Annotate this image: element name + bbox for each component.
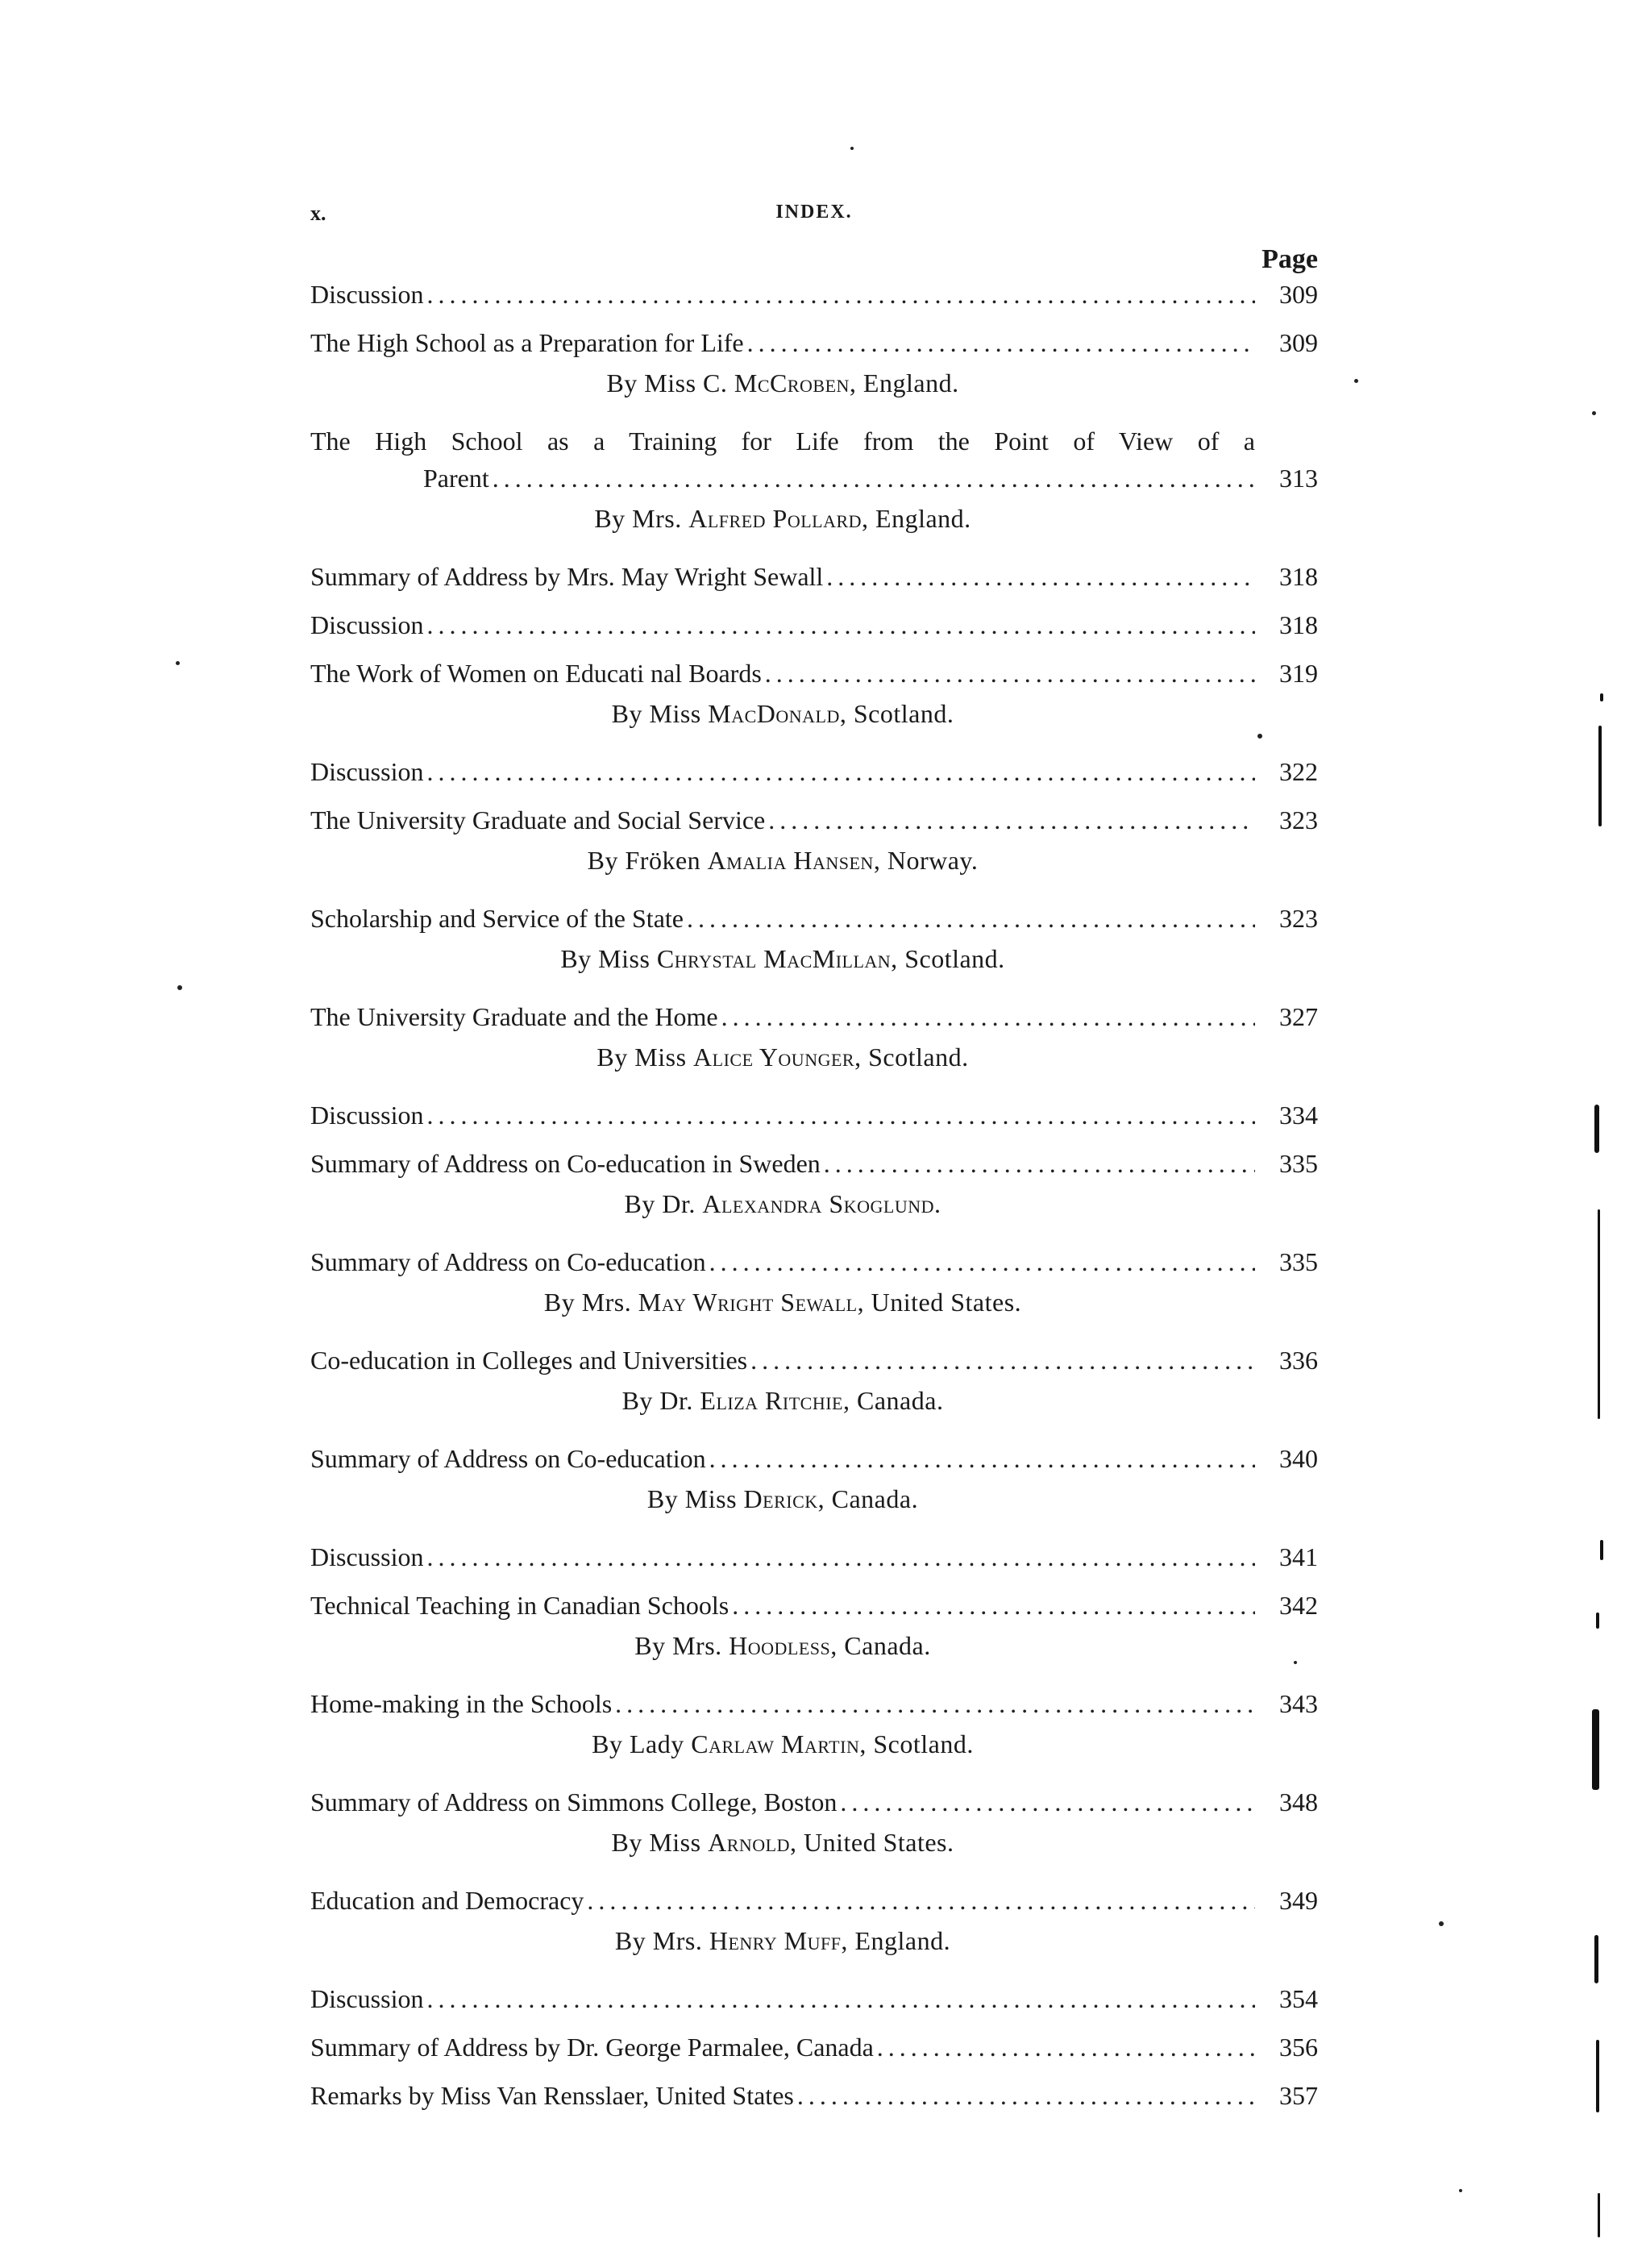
entry-title: Home-making in the Schools — [310, 1689, 613, 1718]
entry-page-number: 356 — [1279, 2033, 1318, 2062]
entry-page-number: 323 — [1279, 904, 1318, 933]
entry-author: By Miss Chrystal MacMillan, Scotland. — [560, 944, 1005, 973]
margin-mark — [1594, 1105, 1599, 1153]
entry-title: The High School as a Preparation for Life — [310, 328, 744, 357]
margin-mark — [1598, 726, 1602, 826]
entry-title: Discussion — [310, 1984, 424, 2013]
entry-page-number: 319 — [1279, 659, 1318, 688]
entry-title: Discussion — [310, 610, 424, 639]
scan-speck — [1294, 1661, 1297, 1664]
entry-line — [310, 900, 1318, 937]
entry-line — [310, 276, 1318, 313]
entry-page-number: 318 — [1279, 562, 1318, 591]
margin-mark — [1594, 1935, 1598, 1983]
margin-mark — [1600, 693, 1603, 701]
dot-leader — [765, 655, 1255, 692]
dot-leader — [587, 1882, 1255, 1919]
entry-author: By Dr. Alexandra Skoglund. — [624, 1189, 941, 1218]
entry-page-number: 348 — [1279, 1787, 1318, 1816]
entry-author: By Miss Arnold, United States. — [611, 1828, 954, 1857]
dot-leader — [732, 1587, 1255, 1624]
entry-author: By Fröken Amalia Hansen, Norway. — [587, 846, 979, 875]
entry-title: Summary of Address on Co-education — [310, 1444, 706, 1473]
entry-page-number: 322 — [1279, 757, 1318, 786]
scan-speck — [850, 147, 854, 150]
entry-line — [310, 1440, 1318, 1477]
entry-author: By Lady Carlaw Martin, Scotland. — [592, 1729, 974, 1758]
index-entry — [310, 1538, 1318, 1575]
entry-title: The University Graduate and the Home — [310, 1002, 718, 1031]
page-column-header: Page — [1262, 244, 1318, 274]
entry-title: The University Graduate and Social Service — [310, 805, 766, 834]
scan-speck — [1439, 1921, 1444, 1926]
dot-leader — [797, 2077, 1255, 2114]
entry-line — [310, 324, 1318, 361]
scan-speck — [1354, 379, 1358, 383]
entry-page-number: 349 — [1279, 1886, 1318, 1915]
scan-speck — [1257, 734, 1262, 739]
margin-mark — [1596, 1613, 1599, 1629]
entry-title: Discussion — [310, 1101, 424, 1130]
entry-line — [310, 460, 1318, 497]
index-entry — [310, 1685, 1318, 1762]
index-entry — [310, 2029, 1318, 2066]
entry-title: Discussion — [310, 757, 424, 786]
dot-leader — [426, 753, 1255, 790]
index-entry — [310, 1587, 1318, 1664]
entry-author: By Miss Derick, Canada. — [646, 1484, 919, 1513]
entry-line — [310, 2077, 1318, 2114]
dot-leader — [747, 324, 1255, 361]
entry-page-number: 340 — [1279, 1444, 1318, 1473]
index-entry — [310, 900, 1318, 977]
entry-title: Summary of Address on Co-education in Sweden — [310, 1149, 821, 1178]
index-page — [310, 202, 1318, 2114]
index-entry — [310, 753, 1318, 790]
dot-leader — [426, 276, 1255, 313]
entry-line — [310, 1685, 1318, 1722]
entry-author: By Mrs. Hoodless, Canada. — [634, 1631, 931, 1660]
entry-title: Summary of Address by Dr. George Parmalee, Canada — [310, 2033, 874, 2062]
dot-leader — [709, 1243, 1255, 1280]
dot-leader — [768, 801, 1255, 839]
entry-page-number: 309 — [1279, 280, 1318, 309]
dot-leader — [493, 460, 1255, 497]
dot-leader — [615, 1685, 1255, 1722]
index-entry — [310, 998, 1318, 1076]
entry-page-number: 313 — [1279, 464, 1318, 493]
dot-leader — [426, 1538, 1255, 1575]
entry-title: Education and Democracy — [310, 1886, 584, 1915]
entry-page-number: 327 — [1279, 1002, 1318, 1031]
entry-title: Parent — [423, 464, 489, 493]
scan-speck — [1592, 411, 1596, 415]
entry-title-line: The High School as a Training for Life from the Point of View of a — [310, 427, 1255, 456]
entry-title: Scholarship and Service of the State — [310, 904, 684, 933]
entry-page-number: 357 — [1279, 2081, 1318, 2110]
index-entry — [310, 1342, 1318, 1419]
dot-leader — [721, 998, 1255, 1035]
entry-page-number: 334 — [1279, 1101, 1318, 1130]
index-entry — [310, 1980, 1318, 2017]
margin-mark — [1600, 1540, 1603, 1560]
entry-page-number: 309 — [1279, 328, 1318, 357]
entry-title: Summary of Address on Co-education — [310, 1247, 706, 1276]
dot-leader — [840, 1783, 1255, 1821]
margin-mark — [1598, 1209, 1600, 1419]
entry-page-number: 335 — [1279, 1149, 1318, 1178]
entry-title: Discussion — [310, 1542, 424, 1571]
index-entries — [310, 276, 1318, 2114]
entry-author: By Mrs. May Wright Sewall, United States. — [543, 1288, 1022, 1317]
scan-speck — [1459, 2189, 1462, 2192]
scan-speck — [176, 661, 180, 665]
margin-mark — [1596, 2040, 1599, 2112]
entry-line — [310, 606, 1318, 643]
entry-page-number: 336 — [1279, 1346, 1318, 1375]
entry-line — [310, 1145, 1318, 1182]
dot-leader — [426, 1097, 1255, 1134]
entry-line — [310, 801, 1318, 839]
entry-line — [310, 1882, 1318, 1919]
entry-line — [310, 1097, 1318, 1134]
index-entry — [310, 1882, 1318, 1959]
page-number: x. — [310, 202, 326, 225]
entry-line — [310, 2029, 1318, 2066]
entry-title: The Work of Women on Educati nal Boards — [310, 659, 762, 688]
entry-line — [310, 1538, 1318, 1575]
index-entry — [310, 558, 1318, 595]
entry-author: By Mrs. Henry Muff, England. — [614, 1926, 951, 1955]
entry-line — [310, 1783, 1318, 1821]
entry-line — [310, 753, 1318, 790]
entry-author: By Miss MacDonald, Scotland. — [611, 699, 954, 728]
entry-line — [310, 1980, 1318, 2017]
entry-page-number: 335 — [1279, 1247, 1318, 1276]
entry-page-number: 354 — [1279, 1984, 1318, 2013]
entry-line — [310, 1342, 1318, 1379]
entry-author: By Miss Alice Younger, Scotland. — [596, 1042, 969, 1072]
dot-leader — [877, 2029, 1255, 2066]
entry-line — [310, 998, 1318, 1035]
entry-title: Co-education in Colleges and Universities — [310, 1346, 748, 1375]
entry-page-number: 342 — [1279, 1591, 1318, 1620]
margin-mark — [1592, 1709, 1599, 1790]
index-entry — [310, 801, 1318, 879]
entry-title: Summary of Address by Mrs. May Wright Sewall — [310, 562, 824, 591]
entry-title: Technical Teaching in Canadian Schools — [310, 1591, 729, 1620]
dot-leader — [750, 1342, 1255, 1379]
entry-line — [310, 655, 1318, 692]
entry-page-number: 318 — [1279, 610, 1318, 639]
page-title: INDEX. — [775, 202, 853, 223]
dot-leader — [426, 606, 1255, 643]
entry-author: By Miss C. McCroben, England. — [606, 368, 959, 397]
index-entry — [310, 1097, 1318, 1134]
dot-leader — [426, 1980, 1255, 2017]
scan-speck — [177, 985, 182, 990]
index-entry — [310, 1440, 1318, 1517]
dot-leader — [824, 1145, 1255, 1182]
index-entry — [310, 276, 1318, 313]
index-entry — [310, 324, 1318, 402]
entry-page-number: 323 — [1279, 805, 1318, 834]
index-entry — [310, 1243, 1318, 1321]
entry-author: By Mrs. Alfred Pollard, England. — [594, 504, 971, 533]
entry-title: Discussion — [310, 280, 424, 309]
index-entry — [310, 422, 1318, 537]
dot-leader — [826, 558, 1255, 595]
entry-author: By Dr. Eliza Ritchie, Canada. — [621, 1386, 944, 1415]
dot-leader — [709, 1440, 1255, 1477]
entry-line — [310, 1587, 1318, 1624]
running-head — [310, 202, 1318, 234]
entry-title: Summary of Address on Simmons College, Boston — [310, 1787, 838, 1816]
entry-title: Remarks by Miss Van Rensslaer, United States — [310, 2081, 794, 2110]
entry-line — [310, 558, 1318, 595]
index-entry — [310, 1783, 1318, 1861]
entry-page-number: 341 — [1279, 1542, 1318, 1571]
entry-page-number: 343 — [1279, 1689, 1318, 1718]
margin-mark — [1598, 2193, 1600, 2237]
dot-leader — [687, 900, 1255, 937]
index-entry — [310, 606, 1318, 643]
entry-line — [310, 1243, 1318, 1280]
index-entry — [310, 655, 1318, 732]
index-entry — [310, 2077, 1318, 2114]
index-entry — [310, 1145, 1318, 1222]
